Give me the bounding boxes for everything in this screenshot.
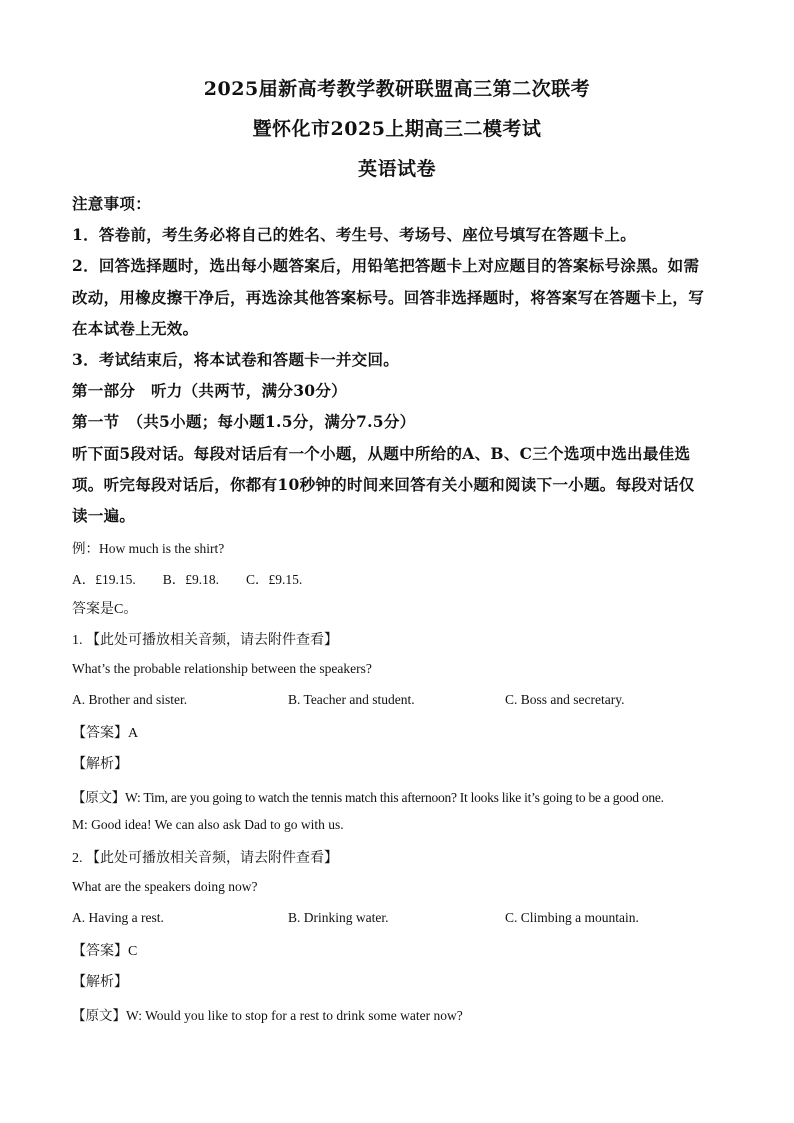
notice-item-1: 1．答卷前，考生务必将自己的姓名、考生号、考场号、座位号填写在答题卡上。 [72,225,637,244]
exam-title-line2: 暨怀化市2025上期高三二模考试 [252,118,542,140]
notice-heading: 注意事项： [72,194,152,213]
q2-option-c: C. Climbing a mountain. [505,910,639,925]
section1-heading: 第一节 （共5小题；每小题1.5分，满分7.5分） [72,412,416,431]
instructions-line3: 读一遍。 [72,506,136,525]
q2-analysis: 【解析】 [72,975,128,990]
part1-heading: 第一部分 听力（共两节，满分30分） [72,381,347,400]
example-question: 例：How much is the shirt? [72,541,225,556]
q1-question: What’s the probable relationship between the speakers? [72,661,372,676]
q1-option-c: C. Boss and secretary. [505,692,625,707]
q2-audio-placeholder: 2. 【此处可播放相关音频，请去附件查看】 [72,851,338,866]
q1-answer: 【答案】A [72,726,139,741]
notice-item-3: 3．考试结束后，将本试卷和答题卡一并交回。 [72,350,400,369]
example-options: A．£19.15. B．£9.18. C．£9.15. [72,572,303,587]
instructions-line2: 项。听完每段对话后，你都有10秒钟的时间来回答有关小题和阅读下一小题。每段对话仅 [72,475,695,494]
exam-title-line1: 2025届新高考教学教研联盟高三第二次联考 [203,78,591,100]
q1-analysis: 【解析】 [72,757,128,772]
exam-subject-title: 英语试卷 [357,158,436,180]
q1-original-line1: 【原文】W: Tim, are you going to watch the tennis match this afternoon? It looks like it’s going to be a good one. [72,790,664,805]
q2-option-a: A. Having a rest. [72,910,164,925]
q1-option-a: A. Brother and sister. [72,692,188,707]
q2-original-line1: 【原文】W: Would you like to stop for a rest to drink some water now? [72,1008,463,1023]
example-answer: 答案是C。 [72,602,138,617]
q1-original-line2: M: Good idea! We can also ask Dad to go with us. [72,817,344,832]
notice-item-2-line1: 2．回答选择题时，选出每小题答案后，用铅笔把答题卡上对应题目的答案标号涂黑。如需 [72,256,700,275]
q1-audio-placeholder: 1. 【此处可播放相关音频，请去附件查看】 [72,633,338,648]
notice-item-2-line3: 在本试卷上无效。 [72,319,199,338]
q2-option-b: B. Drinking water. [288,910,389,925]
instructions-line1: 听下面5段对话。每段对话后有一个小题，从题中所给的A、B、C三个选项中选出最佳选 [72,444,691,463]
q2-question: What are the speakers doing now? [72,879,258,894]
notice-item-2-line2: 改动，用橡皮擦干净后，再选涂其他答案标号。回答非选择题时，将答案写在答题卡上，写 [72,288,705,307]
q1-option-b: B. Teacher and student. [288,692,415,707]
q2-answer: 【答案】C [72,944,138,959]
